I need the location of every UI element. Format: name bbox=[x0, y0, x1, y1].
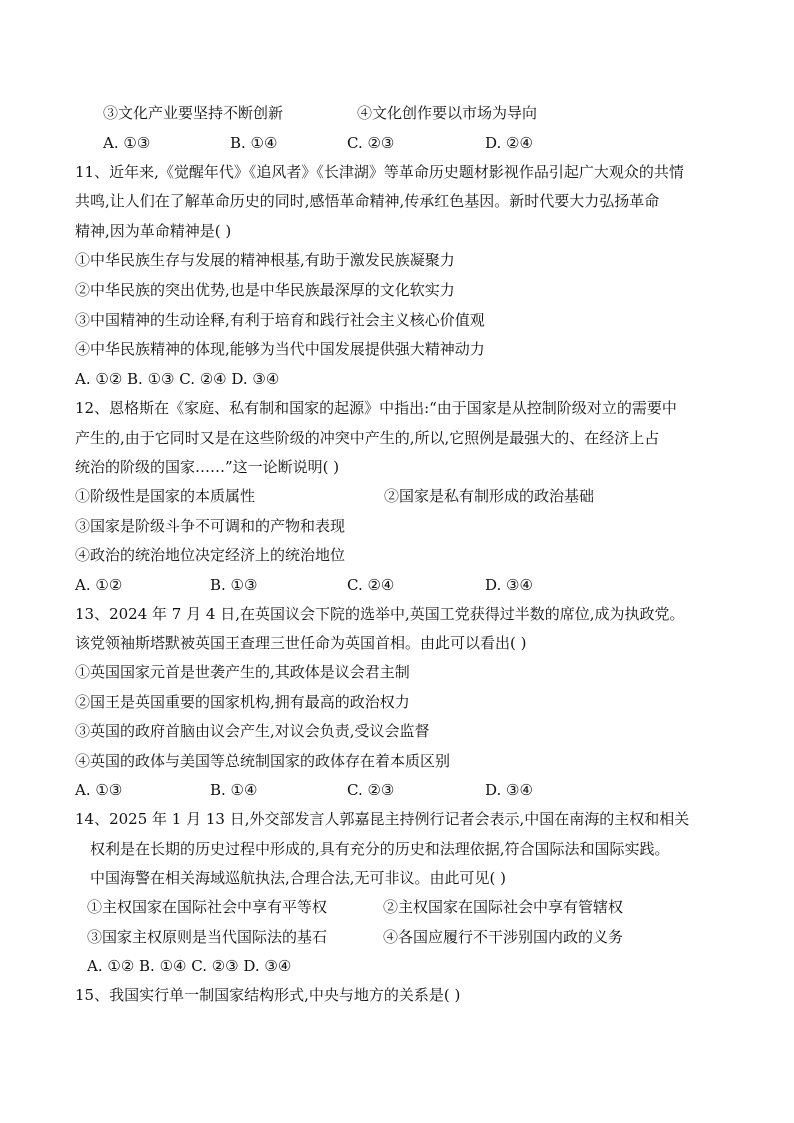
q13-statement: ③英国的政府首脑由议会产生,对议会负责,受议会监督 bbox=[75, 722, 430, 740]
option: D. ③④ bbox=[485, 576, 533, 594]
q15-stem-line: 15、我国实行单一制国家结构形式,中央与地方的关系是( ) bbox=[75, 986, 461, 1004]
q12-stem-line: 产生的,由于它同时又是在这些阶级的冲突中产生的,所以,它照例是最强大的、在经济上占 bbox=[75, 429, 660, 447]
q14-stem-line: 14、2025 年 1 月 13 日,外交部发言人郭嘉昆主持例行记者会表示,中国在南海的主权和相关 bbox=[75, 810, 690, 828]
q14-options: A. ①② B. ①④ C. ②③ D. ③④ bbox=[87, 957, 292, 975]
option: A. ①③ bbox=[103, 134, 151, 152]
q14-stem-line: 中国海警在相关海域巡航执法,合理合法,无可非议。由此可见( ) bbox=[90, 869, 507, 887]
option: B. ①④ bbox=[210, 781, 258, 799]
q12-statement: ④政治的统治地位决定经济上的统治地位 bbox=[75, 546, 346, 564]
statement: ③文化产业要坚持不断创新 bbox=[103, 104, 284, 122]
option: C. ②③ bbox=[347, 781, 395, 799]
q13-stem-line: 13、2024 年 7 月 4 日,在英国议会下院的选举中,英国工党获得过半数的席位,成为执政党。 bbox=[75, 605, 685, 623]
statement: ①主权国家在国际社会中享有平等权 bbox=[87, 898, 328, 916]
q11-statement: ①中华民族生存与发展的精神根基,有助于激发民族凝聚力 bbox=[75, 251, 455, 269]
q12-statement: ③国家是阶级斗争不可调和的产物和表现 bbox=[75, 517, 346, 535]
q12-stem-line: 统治的阶级的国家……”这一论断说明( ) bbox=[75, 458, 340, 476]
statement: ①阶级性是国家的本质属性 bbox=[75, 487, 256, 505]
option: C. ②④ bbox=[347, 576, 395, 594]
option: C. ②③ bbox=[347, 134, 395, 152]
q13-statement: ②国王是英国重要的国家机构,拥有最高的政治权力 bbox=[75, 693, 410, 711]
option: A. ①② bbox=[75, 576, 123, 594]
q14-stem-line: 权利是在长期的历史过程中形成的,具有充分的历史和法理依据,符合国际法和国际实践。 bbox=[90, 840, 670, 858]
q11-stem-line: 精神,因为革命精神是( ) bbox=[75, 222, 232, 240]
q11-stem-line: 11、近年来,《觉醒年代》《追风者》《长津湖》等革命历史题材影视作品引起广大观众的共情 bbox=[75, 163, 684, 181]
statement: ③国家主权原则是当代国际法的基石 bbox=[87, 928, 328, 946]
q11-statement: ③中国精神的生动诠释,有利于培育和践行社会主义核心价值观 bbox=[75, 311, 485, 329]
q11-statement: ②中华民族的突出优势,也是中华民族最深厚的文化软实力 bbox=[75, 281, 455, 299]
option: A. ①③ bbox=[75, 781, 123, 799]
q11-stem-line: 共鸣,让人们在了解革命历史的同时,感悟革命精神,传承红色基因。新时代要大力弘扬革命 bbox=[75, 192, 660, 210]
statement: ④各国应履行不干涉别国内政的义务 bbox=[383, 928, 624, 946]
option: B. ①③ bbox=[210, 576, 258, 594]
statement: ②主权国家在国际社会中享有管辖权 bbox=[383, 898, 624, 916]
q11-statement: ④中华民族精神的体现,能够为当代中国发展提供强大精神动力 bbox=[75, 340, 485, 358]
statement: ④文化创作要以市场为导向 bbox=[357, 104, 538, 122]
statement: ②国家是私有制形成的政治基础 bbox=[384, 487, 595, 505]
option: D. ③④ bbox=[485, 781, 533, 799]
q13-stem-line: 该党领袖斯塔默被英国王查理三世任命为英国首相。由此可以看出( ) bbox=[75, 634, 527, 652]
option: B. ①④ bbox=[230, 134, 278, 152]
q12-stem-line: 12、恩格斯在《家庭、私有制和国家的起源》中指出:“由于国家是从控制阶级对立的需要中 bbox=[75, 399, 677, 417]
option: D. ②④ bbox=[485, 134, 533, 152]
q11-options: A. ①② B. ①③ C. ②④ D. ③④ bbox=[75, 370, 280, 388]
q13-statement: ①英国国家元首是世袭产生的,其政体是议会君主制 bbox=[75, 663, 410, 681]
q13-statement: ④英国的政体与美国等总统制国家的政体存在着本质区别 bbox=[75, 752, 451, 770]
